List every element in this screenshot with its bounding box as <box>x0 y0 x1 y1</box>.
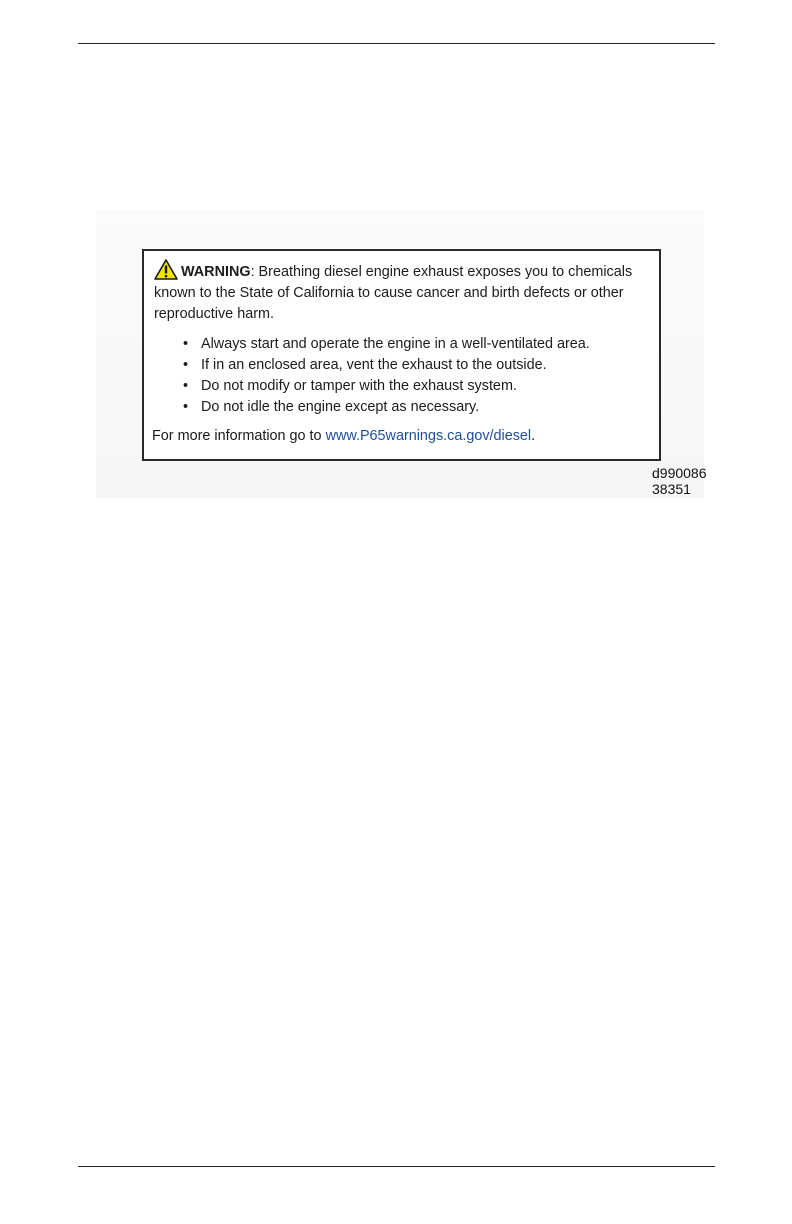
prop65-warning-box <box>142 249 661 461</box>
list-item: • Always start and operate the engine in a well-ventilated area. <box>183 334 654 355</box>
list-item: • Do not idle the engine except as necessary. <box>183 397 654 418</box>
figure-code-line-2: 38351 <box>652 481 691 497</box>
warning-label: WARNING <box>181 264 251 280</box>
header-rule <box>78 43 715 44</box>
list-item: • Do not modify or tamper with the exhaust system. <box>183 376 654 397</box>
p65-warnings-link[interactable]: www.P65warnings.ca.gov/diesel <box>325 428 532 444</box>
warning-paragraph <box>154 259 654 418</box>
more-info-line <box>152 426 535 447</box>
warning-bullet-list <box>154 334 654 418</box>
more-info-suffix: . <box>531 428 536 444</box>
warning-triangle-icon <box>154 259 178 280</box>
figure-code-line-1: d990086 <box>652 465 707 481</box>
figure-code <box>652 465 707 497</box>
footer-rule <box>78 1166 715 1167</box>
list-item: • If in an enclosed area, vent the exhaust to the outside. <box>183 355 654 376</box>
warning-statement: : Breathing diesel engine exhaust exposes you to chemicals known to the State of California to cause cancer and birth defects or other reproductive harm. <box>154 264 633 322</box>
more-info-prefix: For more information go to <box>152 428 326 444</box>
